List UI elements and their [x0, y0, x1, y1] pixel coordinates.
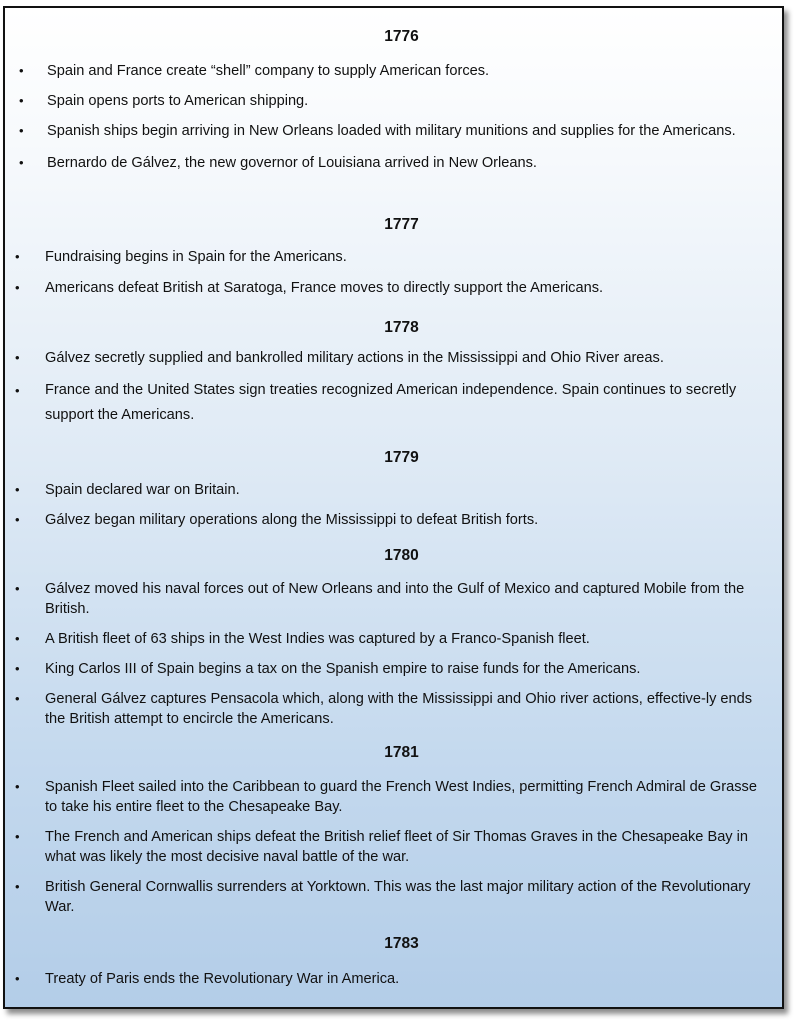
- section-1776: [5, 25, 782, 173]
- year-heading: 1781: [384, 744, 419, 761]
- section-1777: [5, 213, 782, 298]
- year-heading: 1777: [384, 216, 419, 233]
- list-item: • Spain declared war on Britain.: [5, 480, 782, 500]
- event-list: [5, 480, 782, 530]
- list-item: • Americans defeat British at Saratoga, France moves to directly support the Americans.: [5, 278, 782, 298]
- event-list: [5, 61, 782, 173]
- year-heading: 1780: [384, 547, 419, 564]
- list-item: • Spanish ships begin arriving in New Orleans loaded with military munitions and supplies for the Americans.: [5, 121, 782, 141]
- timeline-document: [3, 6, 784, 1009]
- list-item: • Gálvez secretly supplied and bankrolled military actions in the Mississippi and Ohio River areas.: [5, 348, 782, 368]
- list-item: • British General Cornwallis surrenders at Yorktown. This was the last major military action of the Revolutionary War.: [5, 877, 782, 917]
- event-list: [5, 777, 782, 917]
- list-item: • Treaty of Paris ends the Revolutionary War in America.: [5, 969, 782, 989]
- list-item: • Bernardo de Gálvez, the new governor of Louisiana arrived in New Orleans.: [5, 153, 782, 173]
- section-1780: [5, 544, 782, 729]
- list-item: • Spanish Fleet sailed into the Caribbean to guard the French West Indies, permitting French Admiral de Grasse to take his entire fleet to the Chesapeake Bay.: [5, 777, 782, 817]
- section-1778: [5, 316, 782, 428]
- list-item: • Spain opens ports to American shipping.: [5, 91, 782, 111]
- event-list: [5, 348, 782, 428]
- year-heading: 1779: [384, 449, 419, 466]
- list-item: • The French and American ships defeat the British relief fleet of Sir Thomas Graves in the Chesapeake Bay in what was likely the most decisive naval battle of the war.: [5, 827, 782, 867]
- list-item: • King Carlos III of Spain begins a tax on the Spanish empire to raise funds for the Americans.: [5, 659, 782, 679]
- event-list: [5, 247, 782, 298]
- year-heading: 1778: [384, 319, 419, 336]
- list-item: • France and the United States sign treaties recognized American independence. Spain continues to secretly support the Americans.: [5, 378, 782, 428]
- year-heading: 1776: [384, 28, 419, 45]
- list-item: • Fundraising begins in Spain for the Americans.: [5, 247, 782, 267]
- list-item: • Gálvez moved his naval forces out of New Orleans and into the Gulf of Mexico and captured Mobile from the British.: [5, 579, 782, 619]
- event-list: [5, 969, 782, 989]
- list-item: • General Gálvez captures Pensacola which, along with the Mississippi and Ohio river actions, effective-ly ends the British attempt to encircle the Americans.: [5, 689, 782, 729]
- list-item: • A British fleet of 63 ships in the West Indies was captured by a Franco-Spanish fleet.: [5, 629, 782, 649]
- list-item: • Spain and France create “shell” company to supply American forces.: [5, 61, 782, 81]
- list-item: • Gálvez began military operations along the Mississippi to defeat British forts.: [5, 510, 782, 530]
- section-1781: [5, 741, 782, 917]
- section-1783: [5, 932, 782, 989]
- year-heading: 1783: [384, 935, 419, 952]
- event-list: [5, 579, 782, 729]
- section-1779: [5, 446, 782, 530]
